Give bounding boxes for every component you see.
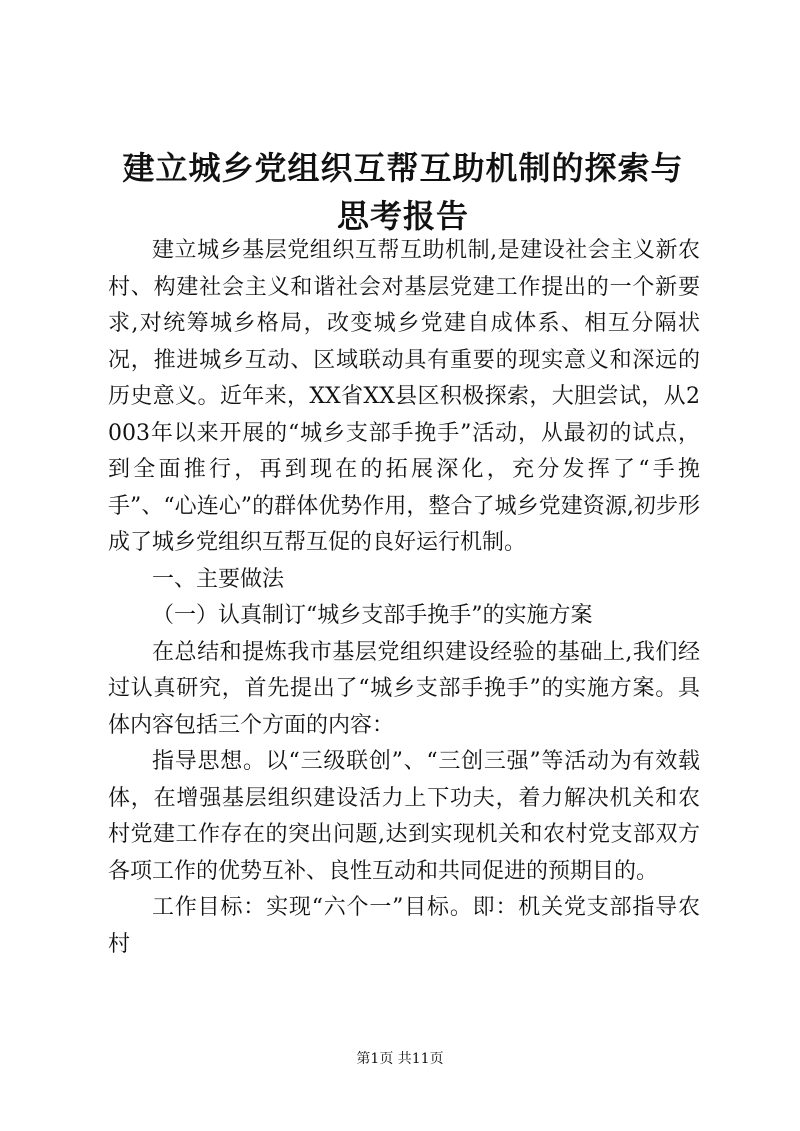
paragraph-plan-summary: 在总结和提炼我市基层党组织建设经验的基础上,我们经过认真研究，首先提出了“城乡支部手挽手”的实施方案。具体内容包括三个方面的内容： (108, 639, 700, 738)
document-body (108, 233, 700, 963)
page-footer: 第1页 共11页 (356, 1051, 444, 1067)
paragraph-intro: 建立城乡基层党组织互帮互助机制,是建设社会主义新农村、构建社会主义和谐社会对基层党建工作提出的一个新要求,对统筹城乡格局，改变城乡党建自成体系、相互分隔状况，推进城乡互动、区域联动具有重要的现实意义和深远的历史意义。近年来，XX省XX县区积极探索，大胆尝试，从2003年以来开展的“城乡支部手挽手”活动，从最初的试点，到全面推行，再到现在的拓展深化，充分发挥了“手挽手”、“心连心”的群体优势作用，整合了城乡党建资源,初步形成了城乡党组织互帮互促的良好运行机制。 (108, 238, 700, 555)
section-heading-main-practices: 一、主要做法 (152, 566, 285, 592)
subsection-heading-implementation-plan: （一）认真制订“城乡支部手挽手”的实施方案 (152, 603, 593, 628)
paragraph-work-goals: 工作目标：实现“六个一”目标。即：机关党支部指导农村 (108, 895, 700, 957)
document-title: 建立城乡党组织互帮互助机制的探索与思考报告 (122, 149, 684, 235)
paragraph-guiding-ideology: 指导思想。以“三级联创”、“三创三强”等活动为有效载体，在增强基层组织建设活力上下功夫，着力解决机关和农村党建工作存在的突出问题,达到实现机关和农村党支部双方各项工作的优势互补、良性互动和共同促进的预期目的。 (108, 749, 700, 884)
